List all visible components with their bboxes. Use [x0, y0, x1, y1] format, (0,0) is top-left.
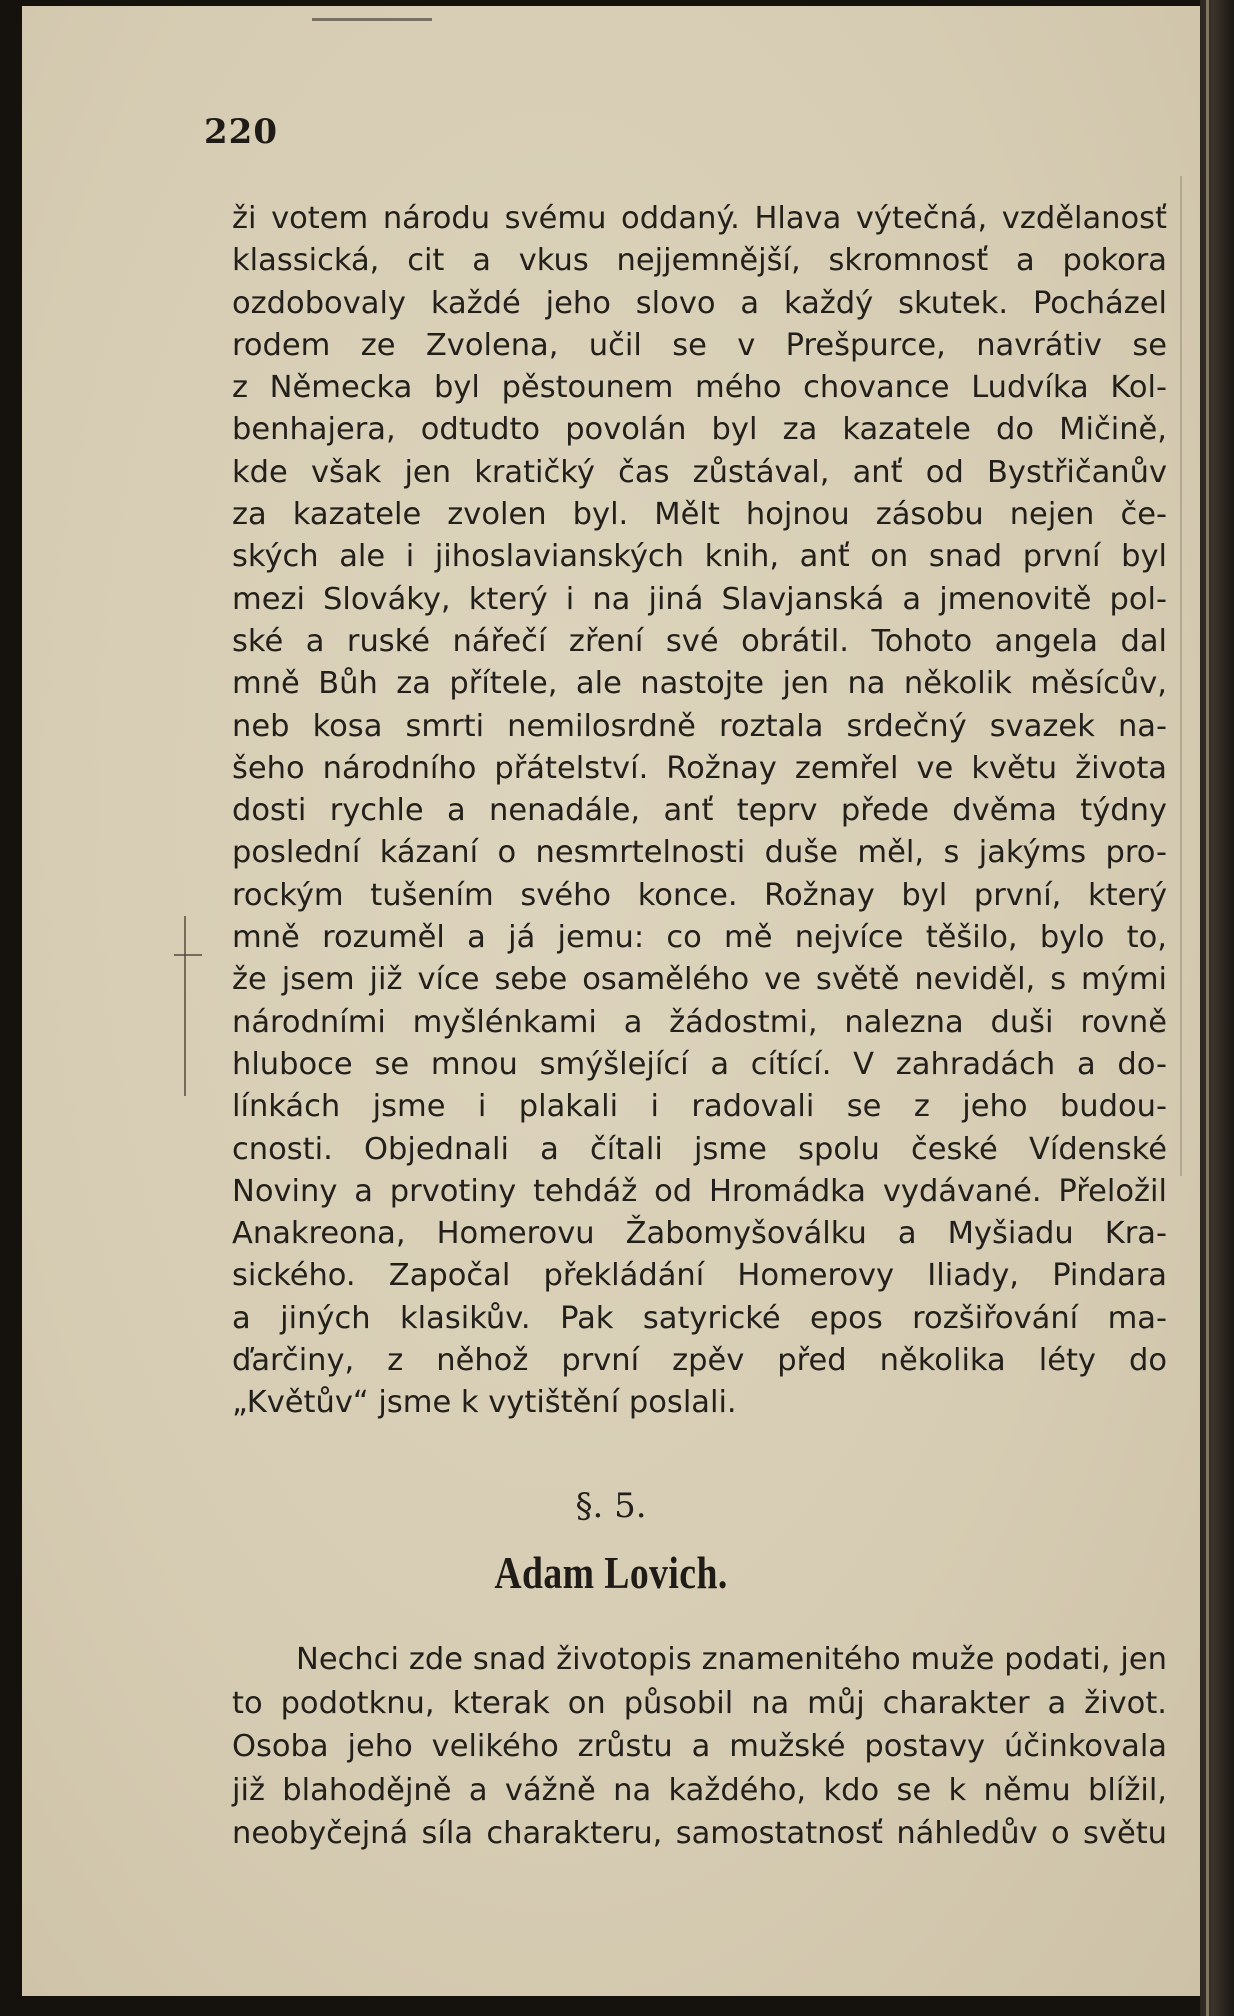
text-line: mně rozuměl a já jemu: co mě nejvíce těšilo, bylo to,: [232, 920, 1167, 956]
section-title: Adam Lovich.: [494, 1547, 728, 1598]
text-line: rodem ze Zvolena, učil se v Prešpurce, navrátiv se: [232, 327, 1167, 363]
main-paragraph: [232, 198, 1167, 1425]
text-line: ské a ruské nářečí zření své obrátil. Tohoto angela dal: [232, 623, 1167, 659]
text-line: Anakreona, Homerovu Žabomyšoválku a Myšiadu Kra-: [232, 1216, 1167, 1252]
text-line: národními myšlénkami a žádostmi, nalezna duši rovně: [232, 1004, 1167, 1040]
text-line: Osoba jeho velikého zrůstu a mužské postavy účinkovala: [232, 1729, 1167, 1764]
page-number: 220: [204, 112, 278, 152]
margin-pencil-bracket: [184, 916, 204, 1096]
text-line: ských ale i jihoslavianských knih, anť on snad první byl: [232, 539, 1167, 575]
text-line: mně Bůh za přítele, ale nastojte jen na několik měsícův,: [232, 666, 1167, 702]
text-line: „Květův“ jsme k vytištění poslali.: [232, 1385, 737, 1421]
text-line: mezi Slováky, který i na jiná Slavjanská a jmenovitě pol-: [232, 581, 1167, 617]
text-line: z Německa byl pěstounem mého chovance Ludvíka Kol-: [232, 370, 1167, 406]
text-line: ďarčiny, z něhož první zpěv před několika léty do: [232, 1343, 1167, 1379]
text-line: že jsem již více sebe osamělého ve světě neviděl, s mými: [232, 962, 1167, 998]
scan-artifact: [312, 18, 432, 21]
text-line: to podotknu, kterak on působil na můj charakter a život.: [232, 1685, 1167, 1721]
page-fold-line: [1180, 176, 1182, 1176]
text-line: za kazatele zvolen byl. Mělt hojnou zásobu nejen če-: [232, 497, 1167, 533]
text-line: poslední kázaní o nesmrtelnosti duše měl, s jakýms pro-: [232, 835, 1167, 871]
text-line: Nechci zde snad životopis znamenitého muže podati, jen: [296, 1642, 1167, 1677]
text-line: ži votem národu svému oddaný. Hlava výtečná, vzdělanosť: [232, 201, 1167, 236]
book-gutter-edge: [1200, 0, 1234, 2016]
section-number: §. 5.: [575, 1486, 647, 1526]
text-line: a jiných klasikův. Pak satyrické epos rozšiřování ma-: [232, 1300, 1167, 1336]
text-line: cnosti. Objednali a čítali jsme spolu české Vídenské: [232, 1131, 1167, 1167]
text-line: šeho národního přátelství. Rožnay zemřel ve květu života: [232, 750, 1167, 786]
text-line: neb kosa smrti nemilosrdně roztala srdečný svazek na-: [232, 708, 1167, 744]
text-line: hluboce se mnou smýšlející a cítící. V zahradách a do-: [232, 1046, 1167, 1082]
text-line: dosti rychle a nenadále, anť teprv přede dvěma týdny: [232, 793, 1167, 829]
text-line: kde však jen kratičký čas zůstával, anť od Bystřičanův: [232, 454, 1167, 490]
text-line: neobyčejná síla charakteru, samostatnosť náhledův o světu: [232, 1816, 1167, 1851]
text-line: línkách jsme i plakali i radovali se z jeho budou-: [232, 1089, 1167, 1125]
book-page: [22, 6, 1200, 1996]
text-line: klassická, cit a vkus nejjemnější, skromnosť a pokora: [232, 243, 1167, 279]
text-line: rockým tušením svého konce. Rožnay byl první, který: [232, 877, 1167, 913]
text-line: již blahodějně a vážně na každého, kdo se k němu blížil,: [232, 1772, 1167, 1808]
text-line: benhajera, odtudto povolán byl za kazatele do Mičině,: [232, 412, 1167, 448]
text-line: sického. Započal překládání Homerovy Iliady, Pindara: [232, 1258, 1167, 1294]
margin-pencil-mark: [174, 954, 202, 956]
section-paragraph: [232, 1638, 1167, 1856]
text-line: Noviny a prvotiny tehdáž od Hromádka vydávané. Přeložil: [232, 1173, 1167, 1209]
text-line: ozdobovaly každé jeho slovo a každý skutek. Pocházel: [232, 285, 1167, 321]
